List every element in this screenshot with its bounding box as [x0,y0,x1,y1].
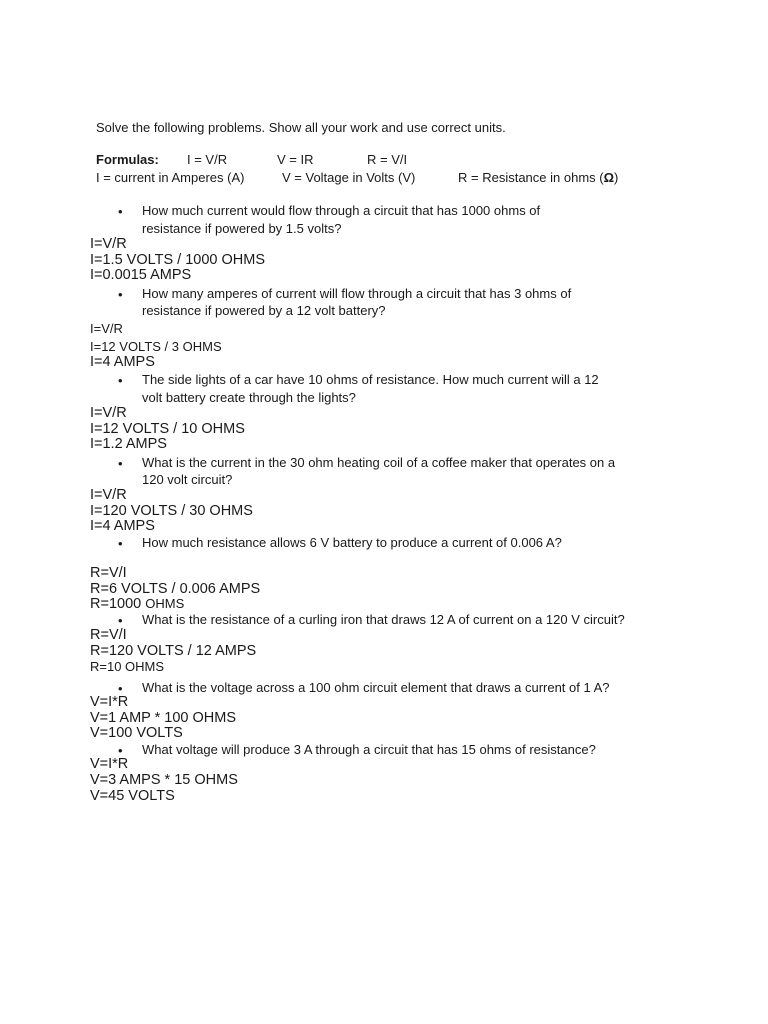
bullet-1: • [118,204,123,219]
ohm-symbol: Ω [603,170,615,185]
answer-7-result: V=100 VOLTS [90,725,183,741]
bullet-6: • [118,613,123,628]
answer-4-substitution: I=120 VOLTS / 30 OHMS [90,503,253,519]
answer-3-formula: I=V/R [90,405,127,421]
answer-5-result: R=1000 OHMS [90,596,185,612]
answer-6-result: R=10 OHMS [90,659,165,674]
question-1-line-2: resistance if powered by 1.5 volts? [142,221,342,236]
bullet-7: • [118,681,123,696]
formula-ohms-current: I = V/R [187,152,228,167]
definition-current: I = current in Amperes (A) [96,170,245,185]
question-2-line-1: How many amperes of current will flow through a circuit that has 3 ohms of [142,286,572,301]
answer-5-formula: R=V/I [90,565,127,581]
definition-voltage: V = Voltage in Volts (V) [282,170,416,185]
answer-4-result: I=4 AMPS [90,518,155,534]
question-3-line-2: volt battery create through the lights? [142,390,356,405]
answer-8-formula: V=I*R [90,756,129,772]
question-3-line-1: The side lights of a car have 10 ohms of resistance. How much current will a 12 [142,372,599,387]
question-1-line-1: How much current would flow through a circuit that has 1000 ohms of [142,203,541,218]
answer-2-substitution: I=12 VOLTS / 3 OHMS [90,339,222,354]
bullet-5: • [118,536,123,551]
answer-4-formula: I=V/R [90,487,127,503]
question-2-line-2: resistance if powered by a 12 volt battery? [142,303,386,318]
answer-1-substitution: I=1.5 VOLTS / 1000 OHMS [90,252,266,268]
answer-2-result: I=4 AMPS [90,354,155,370]
formulas-label: Formulas: [96,152,159,167]
answer-3-substitution: I=12 VOLTS / 10 OHMS [90,421,245,437]
question-4-line-1: What is the current in the 30 ohm heating coil of a coffee maker that operates on a [142,455,616,470]
question-5-line-1: How much resistance allows 6 V battery to produce a current of 0.006 A? [142,535,562,550]
answer-7-substitution: V=1 AMP * 100 OHMS [90,710,237,726]
definition-resistance: R = Resistance in ohms (Ω) [458,170,619,185]
answer-2-formula: I=V/R [90,321,123,336]
bullet-2: • [118,287,123,302]
question-4-line-2: 120 volt circuit? [142,472,233,487]
answer-1-formula: I=V/R [90,236,127,252]
formula-ohms-resistance: R = V/I [367,152,408,167]
answer-1-result: I=0.0015 AMPS [90,267,192,283]
answer-8-substitution: V=3 AMPS * 15 OHMS [90,772,238,788]
question-8-line-1: What voltage will produce 3 A through a circuit that has 15 ohms of resistance? [142,742,596,757]
bullet-3: • [118,373,123,388]
answer-6-substitution: R=120 VOLTS / 12 AMPS [90,643,257,659]
answer-3-result: I=1.2 AMPS [90,436,167,452]
formula-ohms-voltage: V = IR [277,152,314,167]
instructions-text: Solve the following problems. Show all your work and use correct units. [96,120,506,135]
bullet-8: • [118,743,123,758]
answer-7-formula: V=I*R [90,694,129,710]
bullet-4: • [118,456,123,471]
answer-8-result: V=45 VOLTS [90,788,175,804]
question-7-line-1: What is the voltage across a 100 ohm circuit element that draws a current of 1 A? [142,680,610,695]
question-6-line-1: What is the resistance of a curling iron that draws 12 A of current on a 120 V circuit? [142,612,625,627]
answer-5-substitution: R=6 VOLTS / 0.006 AMPS [90,581,261,597]
answer-6-formula: R=V/I [90,627,127,643]
